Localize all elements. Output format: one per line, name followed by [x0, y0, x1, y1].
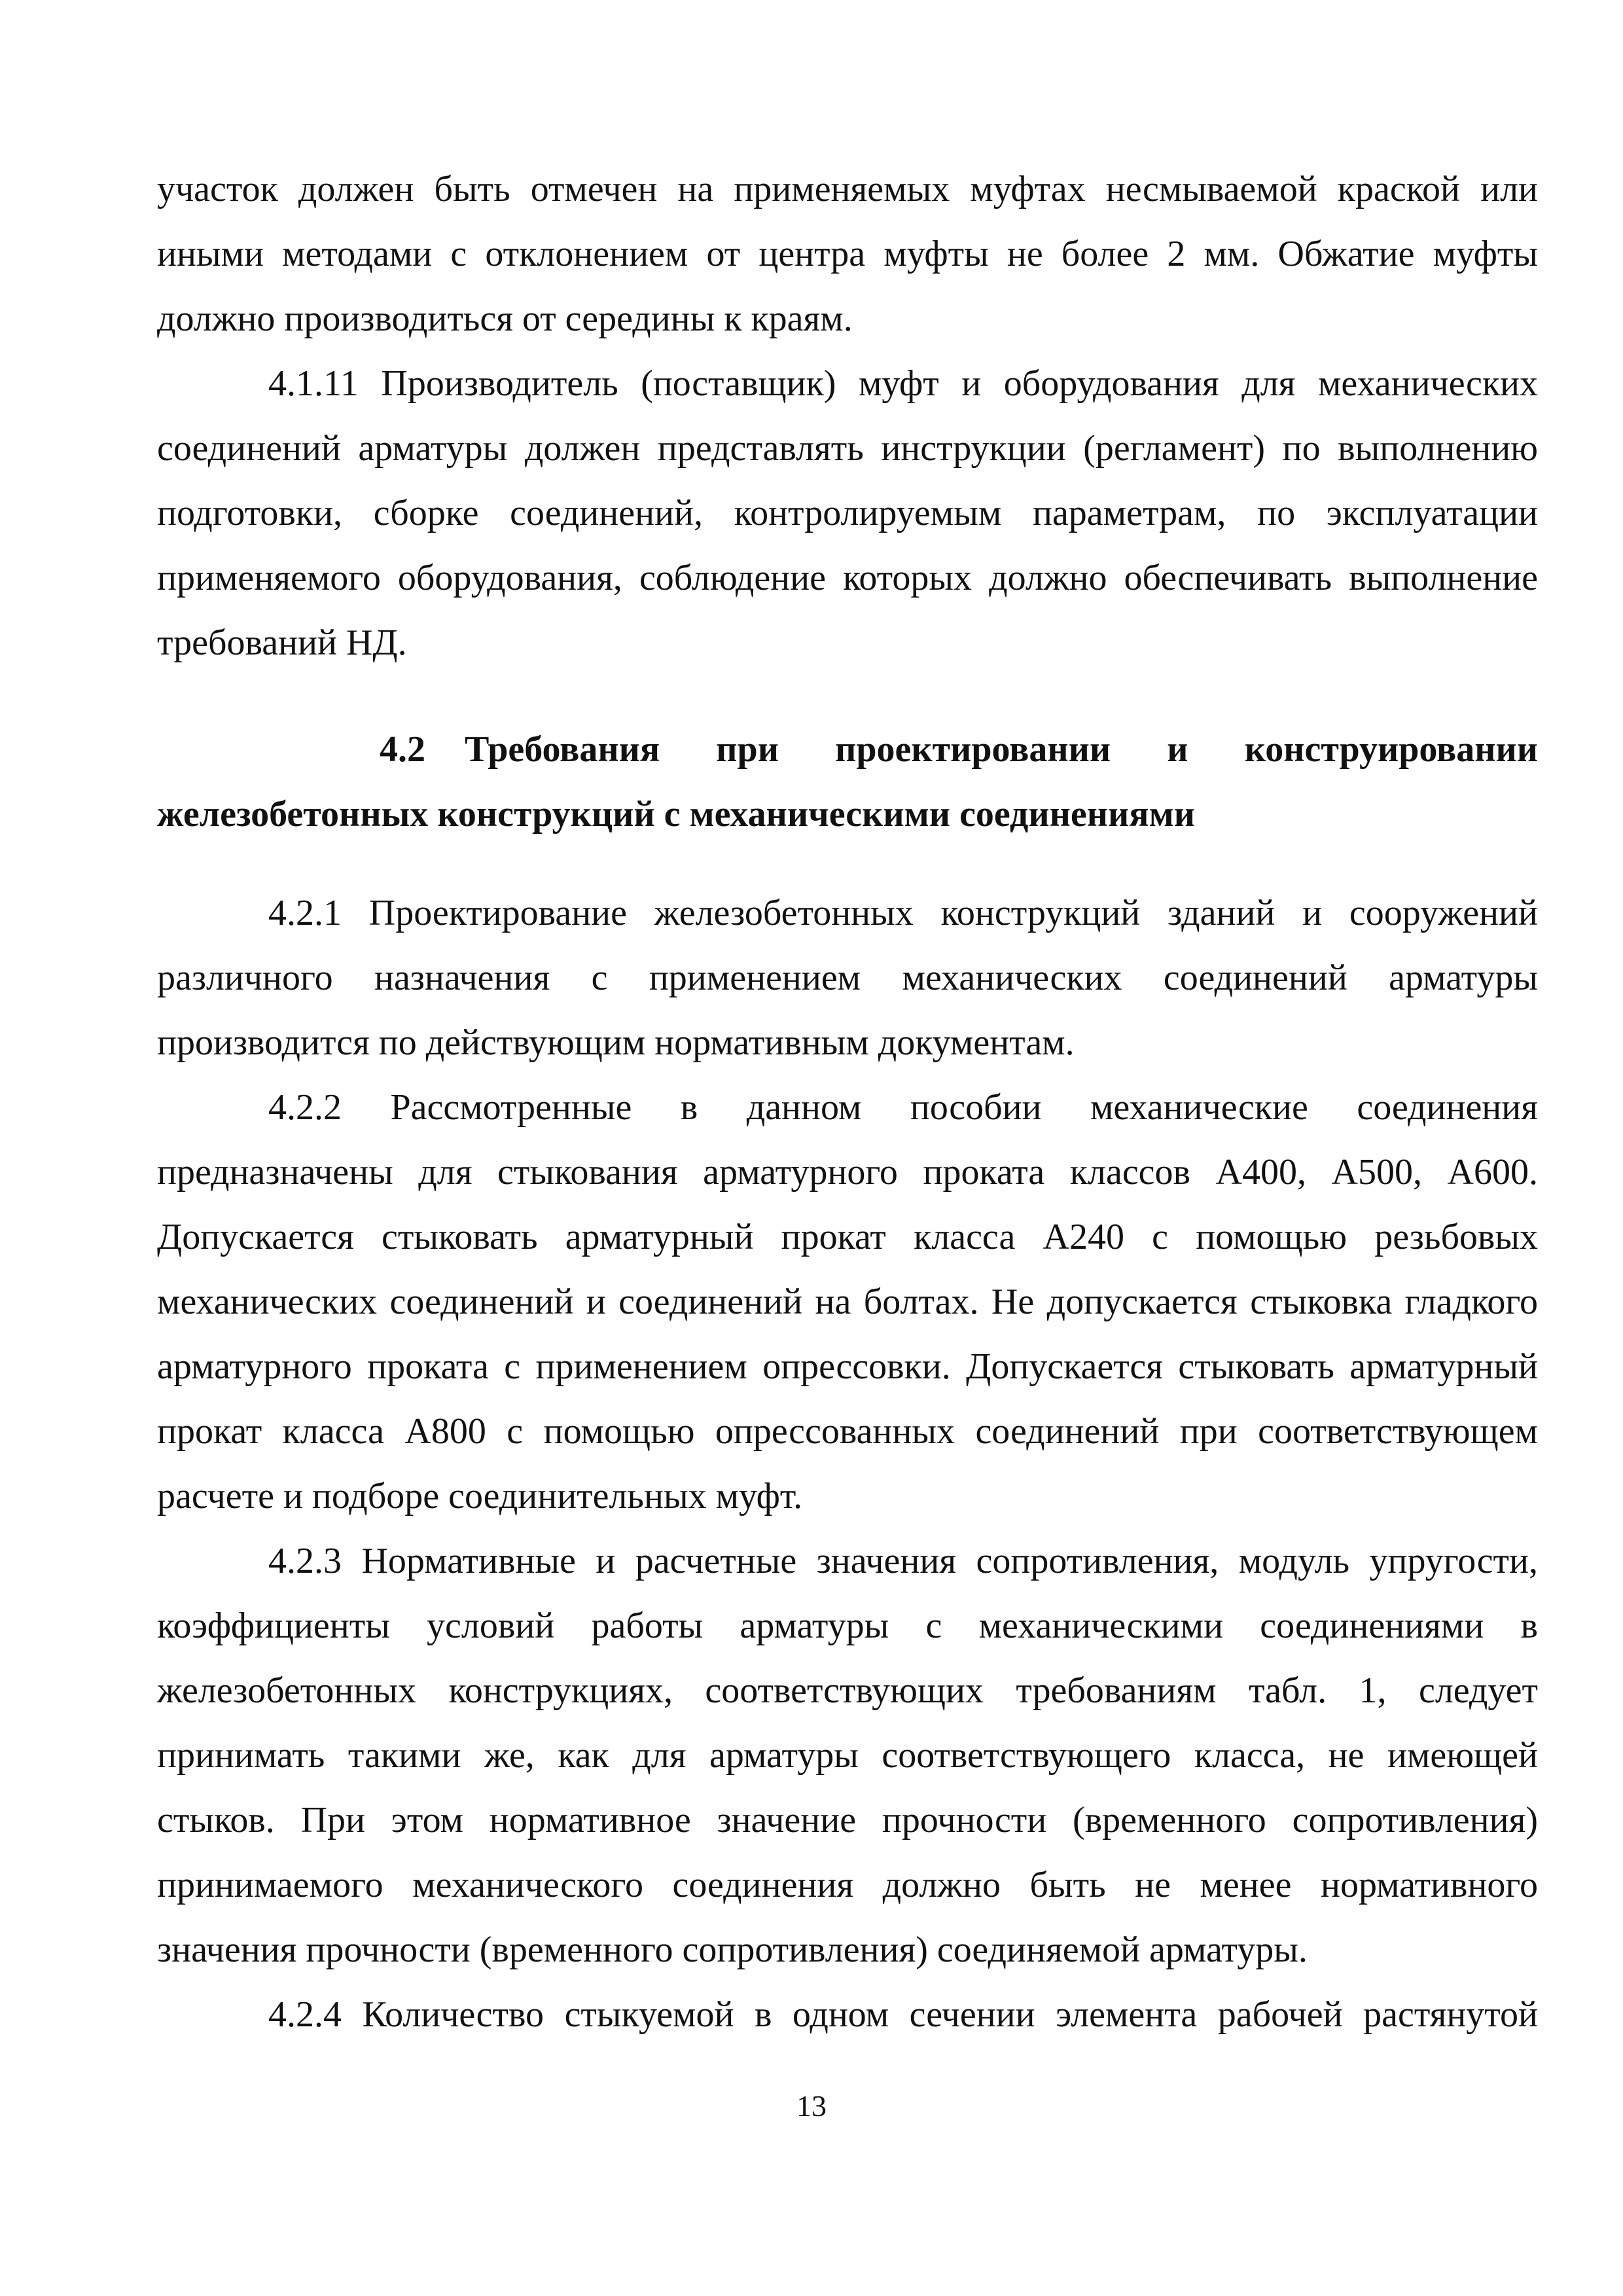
paragraph-4-1-11: 4.1.11 Производитель (поставщик) муфт и оборудования для механических соединений арматуры должен представлять инструкции (регламент) по выполнению подготовки, сборке соединений, контролируемым параметрам, по эксплуатации применяемого оборудования, соблюдение которых должно обеспечивать выполнение требований НД.	[157, 363, 1538, 663]
document-page	[157, 157, 1538, 2047]
spacer	[157, 847, 1538, 881]
spacer	[157, 675, 1538, 717]
paragraph-4-2-3: 4.2.3 Нормативные и расчетные значения сопротивления, модуль упругости, коэффициенты условий работы арматуры с механическими соединениями в железобетонных конструкциях, соответствующих требованиям табл. 1, следует принимать такими же, как для арматуры соответствующего класса, не имеющей стыков. При этом нормативное значение прочности (временного сопротивления) принимаемого механического соединения должно быть не менее нормативного значения прочности (временного сопротивления) соединяемой арматуры.	[157, 1541, 1538, 1970]
section-title: Требования при проектировании и конструировании железобетонных конструкций с механическими соединениями	[157, 729, 1538, 834]
section-heading	[157, 717, 1538, 847]
paragraph-4-2-2: 4.2.2 Рассмотренные в данном пособии механические соединения предназначены для стыкования арматурного проката классов А400, А500, А600. Допускается стыковать арматурный прокат класса А240 с помощью резьбовых механических соединений и соединений на болтах. Не допускается стыковка гладкого арматурного проката с применением опрессовки. Допускается стыковать арматурный прокат класса А800 с помощью опрессованных соединений при соответствующем расчете и подборе соединительных муфт.	[157, 1087, 1538, 1516]
paragraph-4-2-1: 4.2.1 Проектирование железобетонных конструкций зданий и сооружений различного назначения с применением механических соединений арматуры производится по действующим нормативным документам.	[157, 893, 1538, 1063]
paragraph-4-2-4: 4.2.4 Количество стыкуемой в одном сечении элемента рабочей растянутой	[268, 1994, 1538, 2035]
section-number: 4.2	[380, 729, 425, 770]
page-number: 13	[796, 2089, 827, 2123]
paragraph-continuation: участок должен быть отмечен на применяемых муфтах несмываемой краской или иными методами с отклонением от центра муфты не более 2 мм. Обжатие муфты должно производиться от середины к краям.	[157, 169, 1538, 339]
